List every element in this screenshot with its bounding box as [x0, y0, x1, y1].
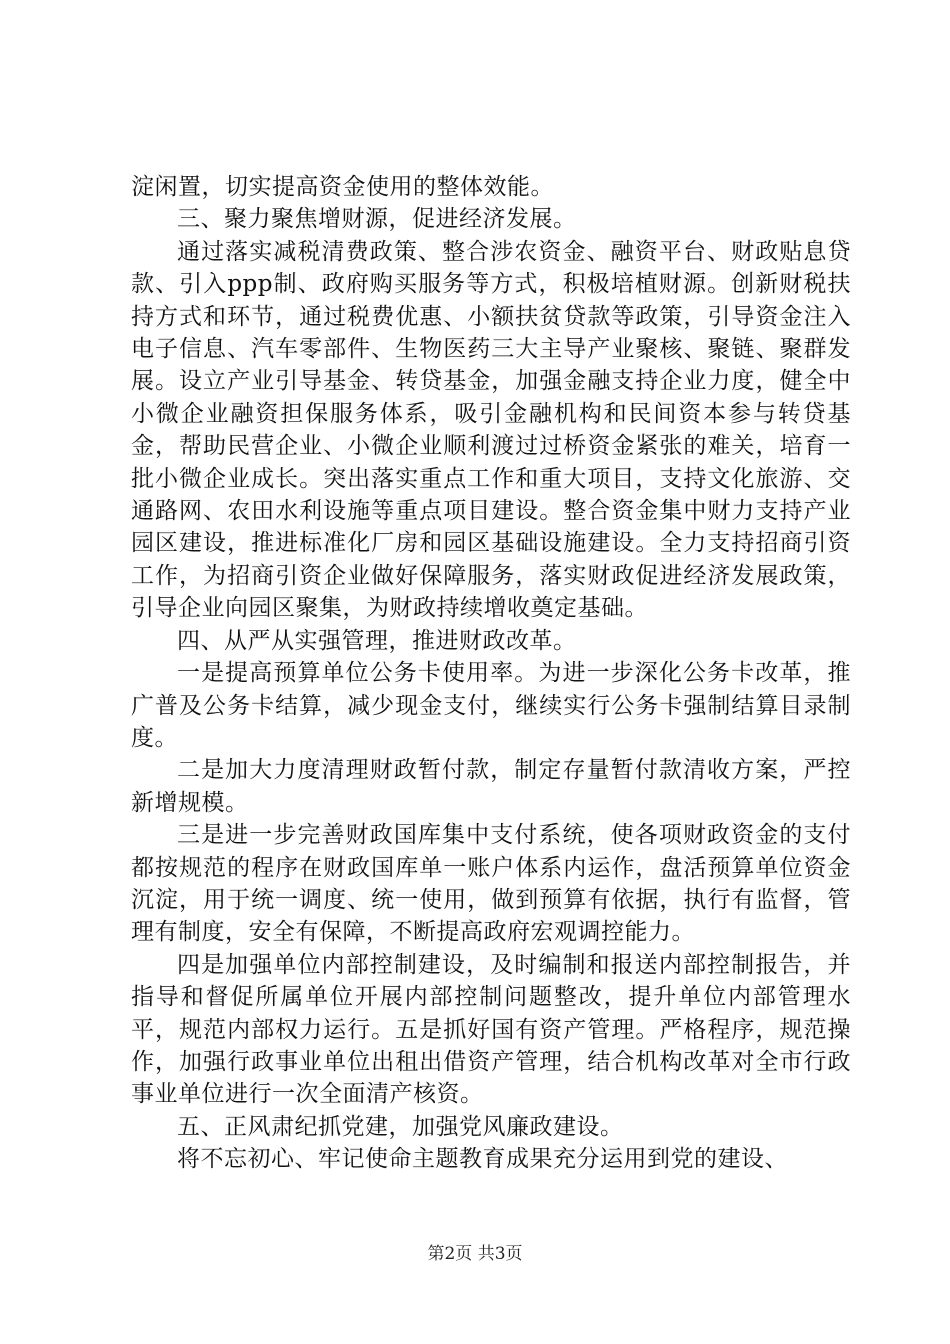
paragraph-8: 四是加强单位内部控制建设，及时编制和报送内部控制报告，并指导和督促所属单位开展内部控制问题整改，提升单位内部管理水平，规范内部权力运行。五是抓好国有资产管理。严格程序，规范操作，加强行政事业单位出租出借资产管理，结合机构改革对全市行政事业单位进行一次全面清产核资。: [131, 951, 851, 1108]
paragraph-3: 通过落实减税清费政策、整合涉农资金、融资平台、财政贴息贷款、引入ppp制、政府购买服务等方式，积极培植财源。创新财税扶持方式和环节，通过税费优惠、小额扶贫贷款等政策，引导资金注入电子信息、汽车零部件、生物医药三大主导产业聚核、聚链、聚群发展。设立产业引导基金、转贷基金，加强金融支持企业力度，健全中小微企业融资担保服务体系，吸引金融机构和民间资本参与转贷基金，帮助民营企业、小微企业顺利渡过过桥资金紧张的难关，培育一批小微企业成长。突出落实重点工作和重大项目，支持文化旅游、交通路网、农田水利设施等重点项目建设。整合资金集中财力支持产业园区建设，推进标准化厂房和园区基础设施建设。全力支持招商引资工作，为招商引资企业做好保障服务，落实财政促进经济发展政策，引导企业向园区聚集，为财政持续增收奠定基础。: [131, 238, 851, 622]
section-heading-3: 三、聚力聚焦增财源，促进经济发展。: [177, 206, 577, 233]
paragraph-6: 二是加大力度清理财政暂付款，制定存量暂付款清收方案，严控新增规模。: [131, 757, 851, 816]
section-heading-4: 四、从严从实强管理，推进财政改革。: [177, 627, 577, 654]
document-body: [131, 171, 851, 1176]
paragraph-1: 淀闲置，切实提高资金使用的整体效能。: [131, 174, 554, 200]
paragraph-5: 一是提高预算单位公务卡使用率。为进一步深化公务卡改革，推广普及公务卡结算，减少现金支付，继续实行公务卡强制结算目录制度。: [131, 660, 851, 751]
paragraph-10: 将不忘初心、牢记使命主题教育成果充分运用到党的建设、: [177, 1146, 788, 1173]
page-footer: 第2页 共3页: [427, 1244, 523, 1264]
paragraph-7: 三是进一步完善财政国库集中支付系统，使各项财政资金的支付都按规范的程序在财政国库单一账户体系内运作，盘活预算单位资金沉淀，用于统一调度、统一使用，做到预算有依据，执行有监督，管理有制度，安全有保障，不断提高政府宏观调控能力。: [131, 822, 851, 946]
section-heading-5: 五、正风肃纪抓党建，加强党风廉政建设。: [177, 1113, 624, 1140]
